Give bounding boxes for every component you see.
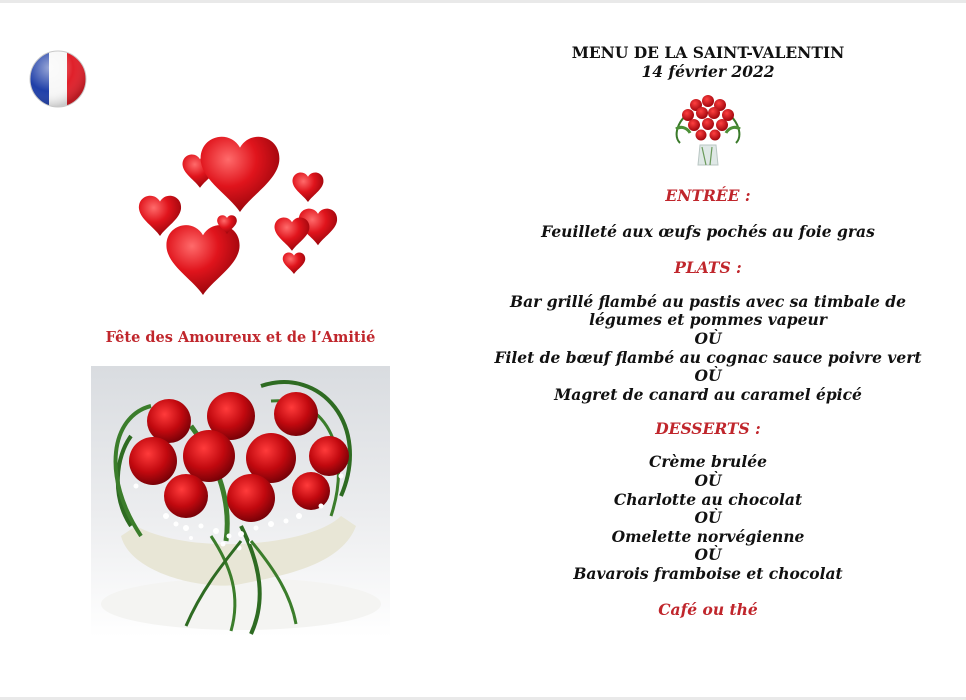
french-flag-icon	[29, 50, 87, 108]
plats-item: Filet de bœuf flambé au cognac sauce poivre vert	[494, 347, 922, 367]
heart-shaped-rose-bouquet	[91, 366, 390, 637]
desserts-item: OÙ	[694, 508, 722, 528]
plats-item: OÙ	[694, 366, 722, 386]
desserts-item: Crème brulée	[649, 452, 767, 472]
menu	[478, 44, 938, 620]
desserts-list	[478, 453, 938, 583]
plats-item: légumes et pommes vapeur	[589, 310, 827, 330]
desserts-item: OÙ	[694, 545, 722, 565]
plats-list	[478, 293, 938, 405]
desserts-item: OÙ	[694, 470, 722, 490]
rose-vase-icon	[666, 85, 750, 169]
section-title-plats: PLATS :	[674, 257, 742, 277]
plats-item: Bar grillé flambé au pastis avec sa timbale de	[509, 291, 906, 311]
section-title-desserts: DESSERTS :	[655, 419, 761, 439]
plats-item: Magret de canard au caramel épicé	[554, 384, 862, 404]
section-title-entree: ENTRÉE :	[665, 186, 751, 206]
desserts-item: Charlotte au chocolat	[613, 489, 803, 509]
plats-item: OÙ	[694, 328, 722, 348]
menu-title: MENU DE LA SAINT-VALENTIN	[571, 43, 845, 62]
menu-date: 14 février 2022	[641, 61, 775, 81]
desserts-item: Omelette norvégienne	[611, 526, 805, 546]
section-final-cafe: Café ou thé	[658, 599, 758, 619]
top-border	[0, 0, 966, 3]
entree-item: Feuilleté aux œufs pochés au foie gras	[541, 222, 875, 242]
desserts-item: Bavarois framboise et chocolat	[573, 563, 843, 583]
red-hearts-illustration	[130, 118, 355, 296]
caption-fete: Fête des Amoureux et de l’Amitié	[105, 329, 376, 346]
